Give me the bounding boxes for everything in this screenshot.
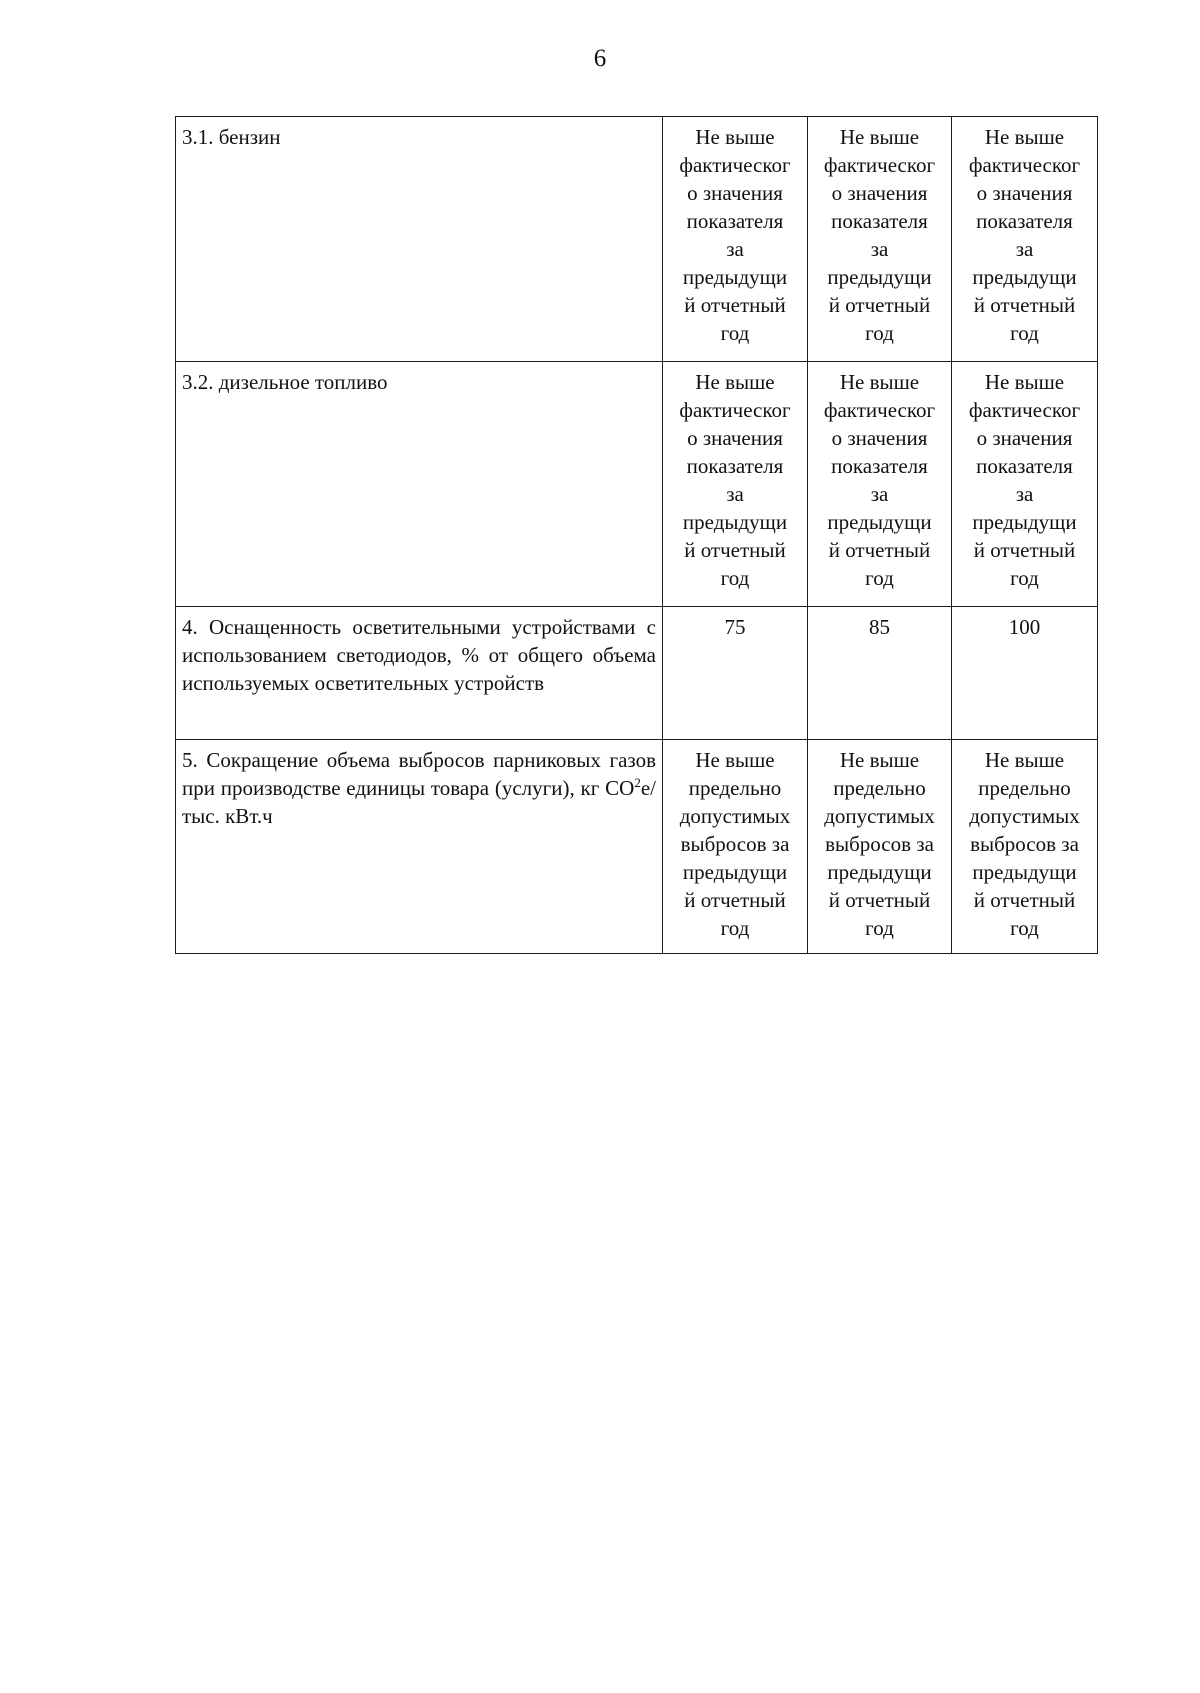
- value-cell-year-1: Не выше фактическог о значения показателя за предыдущи й отчетный год: [663, 362, 808, 607]
- label-text-suffix: e/тыс. кВт.ч: [182, 776, 656, 828]
- value-cell-year-1: Не выше фактическог о значения показателя за предыдущи й отчетный год: [663, 117, 808, 362]
- row-label-diesel: 3.2. дизельное топливо: [176, 362, 663, 607]
- page-number: 6: [593, 45, 607, 72]
- table-row: [176, 740, 1098, 954]
- value-cell-year-2: Не выше фактическог о значения показателя за предыдущи й отчетный год: [808, 117, 952, 362]
- row-label-gasoline: 3.1. бензин: [176, 117, 663, 362]
- label-superscript: 2: [634, 775, 641, 790]
- row-label-greenhouse-emissions: [176, 740, 663, 954]
- indicators-table: [175, 116, 1098, 954]
- value-cell-year-2: 85: [808, 607, 952, 740]
- value-cell-year-2: Не выше фактическог о значения показателя за предыдущи й отчетный год: [808, 362, 952, 607]
- value-cell-year-3: 100: [952, 607, 1098, 740]
- value-cell-year-3: Не выше фактическог о значения показателя за предыдущи й отчетный год: [952, 362, 1098, 607]
- value-cell-year-1: Не выше предельно допустимых выбросов за предыдущи й отчетный год: [663, 740, 808, 954]
- row-label-led-lighting: 4. Оснащенность осветительными устройствами с использованием светодиодов, % от общего объема используемых осветительных устройств: [176, 607, 663, 740]
- table-row: [176, 117, 1098, 362]
- value-cell-year-3: Не выше предельно допустимых выбросов за предыдущи й отчетный год: [952, 740, 1098, 954]
- value-cell-year-2: Не выше предельно допустимых выбросов за предыдущи й отчетный год: [808, 740, 952, 954]
- table-row: [176, 362, 1098, 607]
- value-cell-year-3: Не выше фактическог о значения показателя за предыдущи й отчетный год: [952, 117, 1098, 362]
- label-text: 5. Сокращение объема выбросов парниковых газов при производстве единицы товара (услуги), кг CO: [182, 748, 656, 800]
- value-cell-year-1: 75: [663, 607, 808, 740]
- table-row: [176, 607, 1098, 740]
